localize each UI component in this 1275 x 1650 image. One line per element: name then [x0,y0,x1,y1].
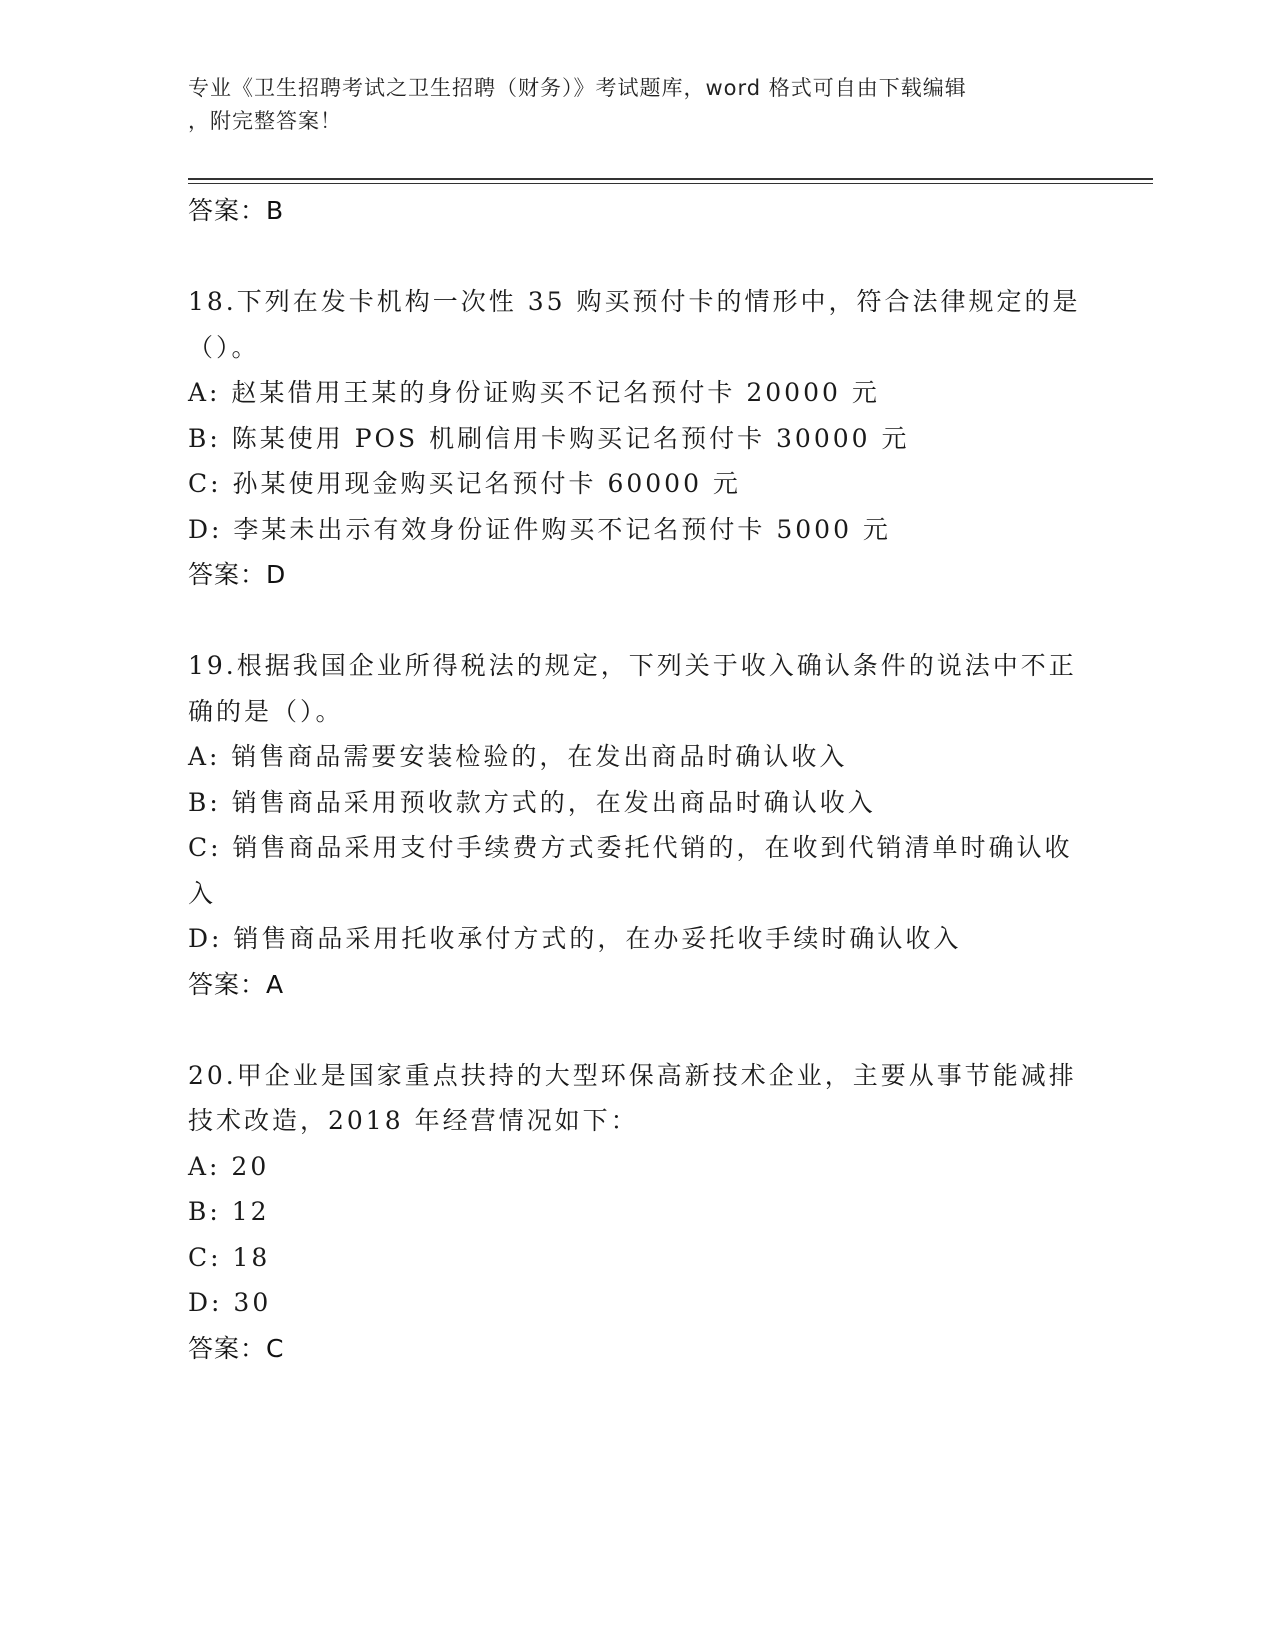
spacer [188,233,1088,279]
option-d: D: 30 [188,1288,272,1317]
question-block [188,279,1088,597]
option-b: B: 12 [188,1197,270,1226]
option-d: D: 销售商品采用托收承付方式的，在办妥托收手续时确认收入 [188,924,962,953]
option-d: D: 李某未出示有效身份证件购买不记名预付卡 5000 元 [188,514,891,544]
question-block [188,643,1088,1007]
header-line-1: 专业《卫生招聘考试之卫生招聘（财务）》考试题库，word 格式可自由下载编辑 [188,76,967,100]
answer-line: 答案：B [188,196,285,225]
option-a: A: 20 [188,1151,270,1181]
header-divider [188,178,1153,180]
header-divider-thin [188,183,1153,184]
option-a: A: 销售商品需要安装检验的，在发出商品时确认收入 [188,742,848,771]
option-c: C: 销售商品采用支付手续费方式委托代销的，在收到代销清单时确认收入 [188,833,1073,908]
option-b: B: 陈某使用 POS 机刷信用卡购买记名预付卡 30000 元 [188,423,910,453]
answer-line: 答案：C [188,1333,285,1363]
question-stem: 20.甲企业是国家重点扶持的大型环保高新技术企业，主要从事节能减排技术改造，2018 年经营情况如下： [188,1060,1077,1135]
option-b: B: 销售商品采用预收款方式的，在发出商品时确认收入 [188,787,876,817]
question-block [188,1053,1088,1371]
answer-line: 答案：A [188,969,285,999]
page-header [188,72,1088,138]
question-list [188,188,1088,1371]
header-line-2: ，附完整答案！ [188,109,342,133]
question-stem: 18.下列在发卡机构一次性 35 购买预付卡的情形中，符合法律规定的是（）。 [188,287,1081,362]
answer-line: 答案：D [188,560,287,589]
spacer [188,597,1088,643]
option-a: A: 赵某借用王某的身份证购买不记名预付卡 20000 元 [188,378,880,407]
question-stem: 19.根据我国企业所得税法的规定，下列关于收入确认条件的说法中不正确的是（）。 [188,651,1077,726]
option-c: C: 孙某使用现金购买记名预付卡 60000 元 [188,469,741,498]
option-c: C: 18 [188,1242,271,1272]
spacer [188,1007,1088,1053]
